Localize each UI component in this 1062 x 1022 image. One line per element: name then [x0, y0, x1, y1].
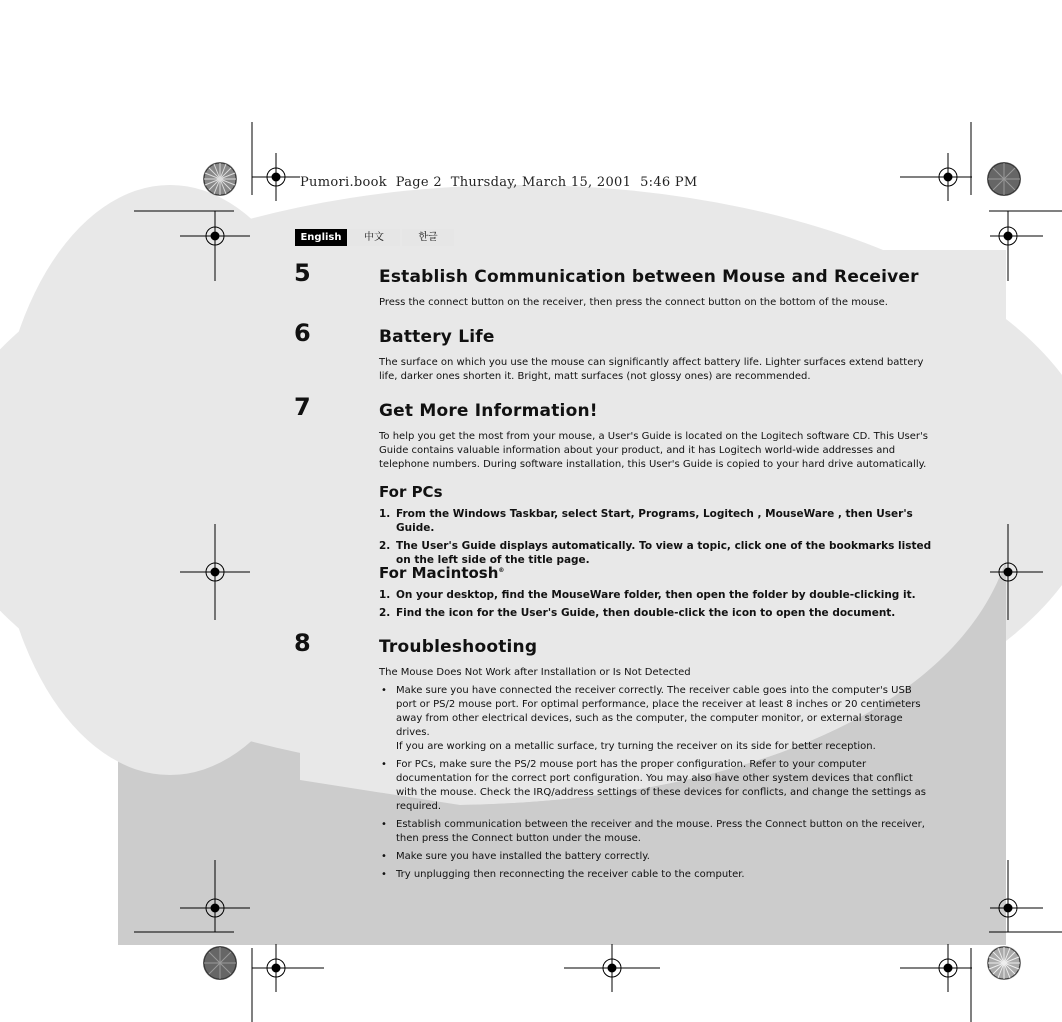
section-title-communication: Establish Communication between Mouse and Receiver — [379, 267, 919, 287]
list-item: • Establish communication between the receiver and the mouse. Press the Connect button on the receiver, then press the Connect button under the mouse. — [381, 819, 925, 844]
language-tabs — [295, 229, 454, 246]
tab-korean[interactable]: 한글 — [402, 229, 454, 246]
list-item: • Try unplugging then reconnecting the receiver cable to the computer. — [381, 869, 745, 880]
section-title-more-info: Get More Information! — [379, 401, 598, 421]
troubleshooting-subheading: The Mouse Does Not Work after Installation or Is Not Detected — [379, 667, 691, 678]
section-title-troubleshooting: Troubleshooting — [379, 637, 538, 657]
section-number-8: 8 — [294, 629, 311, 657]
tab-chinese[interactable]: 中文 — [348, 229, 400, 246]
section-text-battery: The surface on which you use the mouse can significantly affect battery life. Lighter surfaces extend battery life, darker ones shorten it. Bright, matt surfaces (not glossy ones) are recommended. — [379, 357, 924, 382]
list-item: • For PCs, make sure the PS/2 mouse port has the proper configuration. Refer to your computer documentation for the correct port configuration. You may also have other system devices that conflict with the mouse. Check the IRQ/address settings of these devices for conflicts, and change the settings as required. — [381, 759, 926, 812]
bullet-icon: • — [381, 819, 387, 830]
bullet-icon: • — [381, 869, 387, 880]
pc-steps-list — [379, 507, 939, 571]
troubleshooting-list — [379, 684, 934, 886]
list-item: • Make sure you have installed the battery correctly. — [381, 851, 650, 862]
mac-steps-list — [379, 588, 939, 624]
section-number-7: 7 — [294, 393, 311, 421]
list-item: 2. The User's Guide displays automatically. To view a topic, click one of the bookmarks listed on the left side of the title page. — [379, 540, 932, 566]
print-slug-header: Pumori.book Page 2 Thursday, March 15, 2001 5:46 PM — [300, 175, 698, 190]
registered-mark: ® — [498, 567, 505, 574]
list-item: 2. Find the icon for the User's Guide, then double-click the icon to open the document. — [379, 607, 896, 619]
subheading-for-macintosh: For Macintosh® — [379, 564, 505, 582]
list-item: 1. On your desktop, find the MouseWare folder, then open the folder by double-clicking it. — [379, 589, 916, 601]
bullet-icon: • — [381, 685, 387, 696]
section-number-5: 5 — [294, 259, 311, 287]
section-text-communication: Press the connect button on the receiver, then press the connect button on the bottom of the mouse. — [379, 297, 888, 308]
section-title-battery: Battery Life — [379, 327, 495, 347]
list-item: • Make sure you have connected the receiver correctly. The receiver cable goes into the computer's USB port or PS/2 mouse port. For optimal performance, place the receiver at least 8 inches or 20 centimeters away from other electrical devices, such as the computer, the computer monitor, or external storage drives. If you are working on a metallic surface, try turning the receiver on its side for better reception. — [381, 685, 921, 752]
bullet-icon: • — [381, 851, 387, 862]
tab-english[interactable]: English — [295, 229, 347, 246]
section-number-6: 6 — [294, 319, 311, 347]
bullet-icon: • — [381, 759, 387, 770]
subheading-for-pcs: For PCs — [379, 483, 443, 501]
list-item: 1. From the Windows Taskbar, select Start, Programs, Logitech , MouseWare , then User's Guide. — [379, 508, 913, 534]
section-text-more-info: To help you get the most from your mouse, a User's Guide is located on the Logitech software CD. This User's Guide contains valuable information about your product, and it has Logitech world-wide addresses and telephone numbers. During software installation, this User's Guide is copied to your hard drive automatically. — [379, 431, 928, 470]
